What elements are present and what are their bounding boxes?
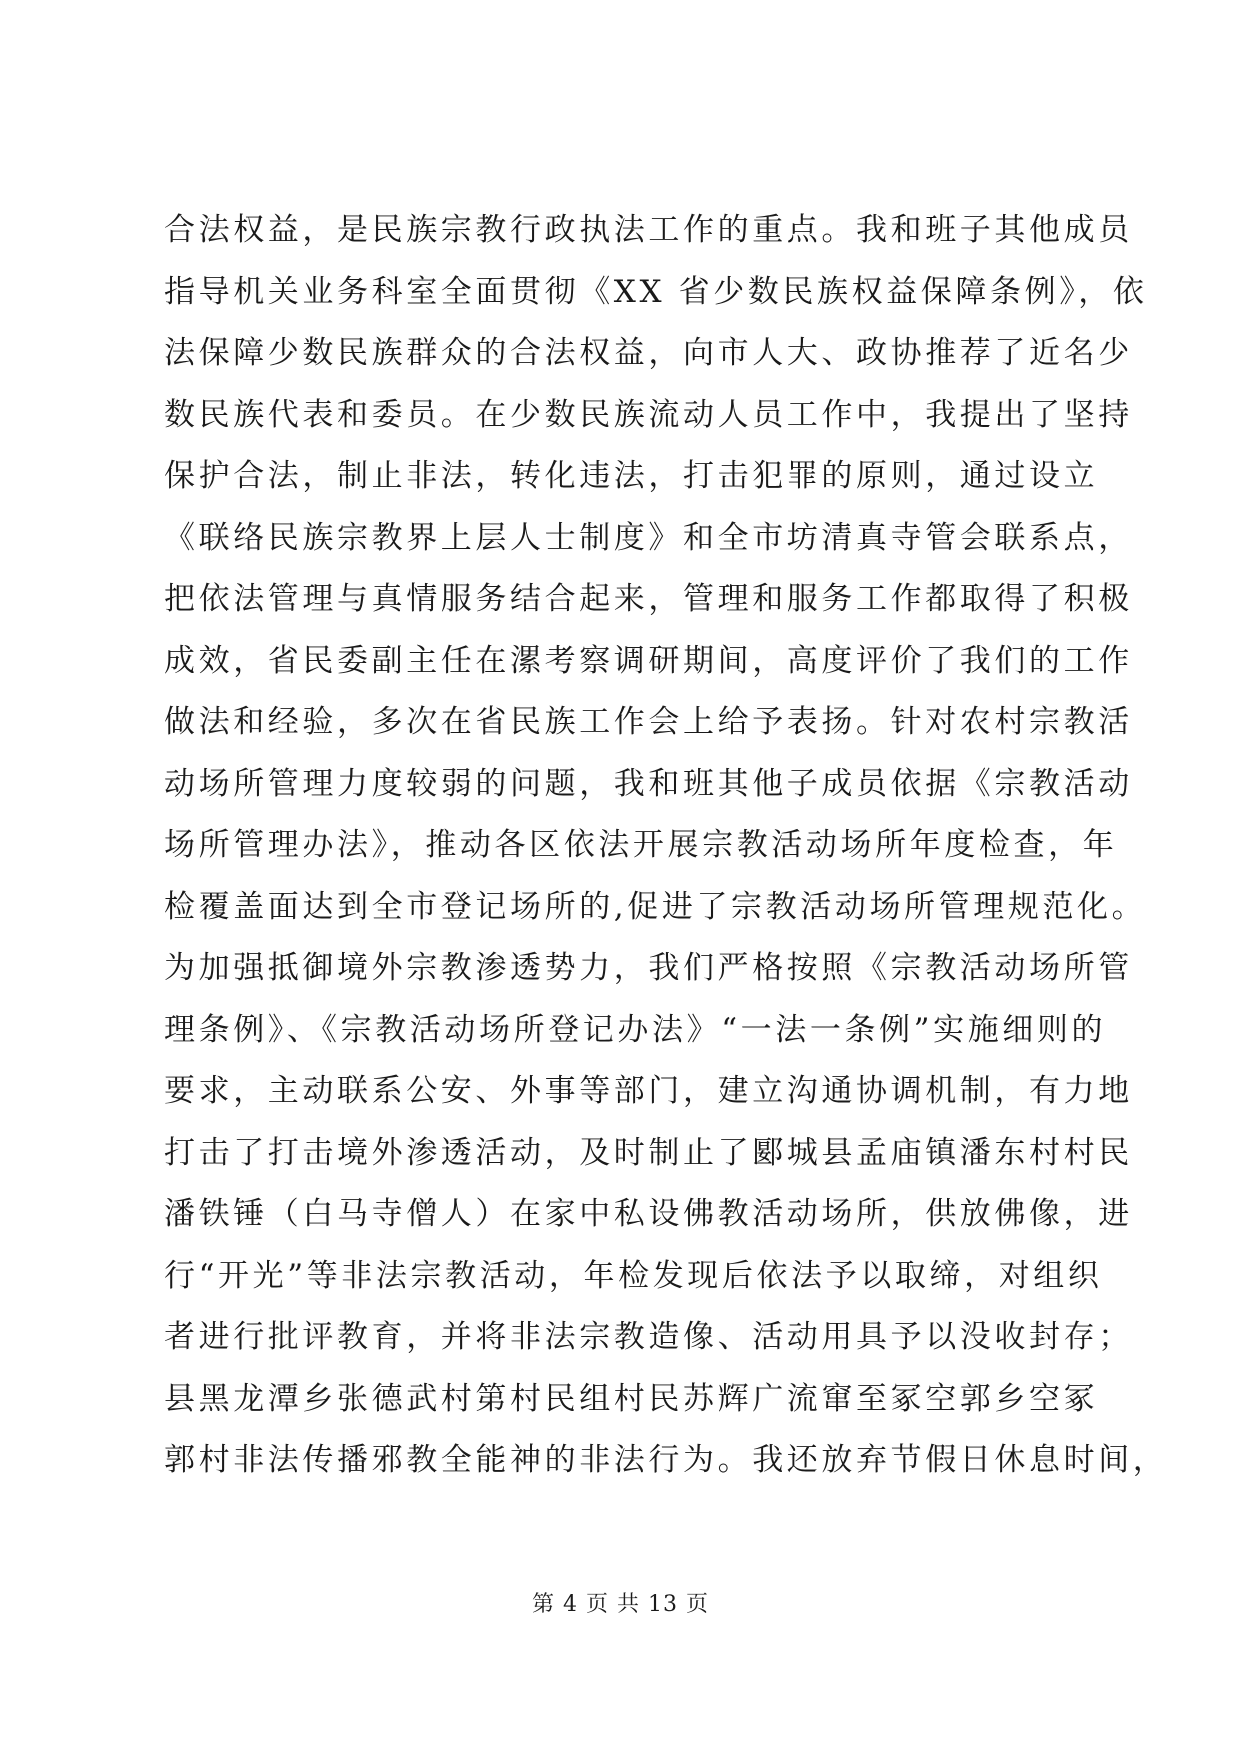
page-number-footer: 第 4 页 共 13 页 (532, 1592, 709, 1617)
text-line: 做法和经验，多次在省民族工作会上给予表扬。针对农村宗教活 (164, 704, 1133, 740)
text-line: 合法权益，是民族宗教行政执法工作的重点。我和班子其他成员 (164, 212, 1133, 248)
text-line: 指导机关业务科室全面贯彻《XX 省少数民族权益保障条例》，依 (164, 273, 1148, 310)
text-line: 者进行批评教育，并将非法宗教造像、活动用具予以没收封存； (164, 1319, 1133, 1355)
text-line: 郭村非法传播邪教全能神的非法行为。我还放弃节假日休息时间， (164, 1442, 1168, 1478)
text-line: 县黑龙潭乡张德武村第村民组村民苏辉广流窜至冢空郭乡空冢 (164, 1380, 1099, 1417)
text-line: 数民族代表和委员。在少数民族流动人员工作中，我提出了坚持 (164, 396, 1133, 433)
text-line: 打击了打击境外渗透活动，及时制止了郾城县孟庙镇潘东村村民 (164, 1134, 1133, 1171)
body-paragraph (164, 200, 1168, 1492)
text-line: 要求，主动联系公安、外事等部门，建立沟通协调机制，有力地 (164, 1073, 1133, 1109)
text-line: 成效，省民委副主任在漯考察调研期间，高度评价了我们的工作 (164, 642, 1133, 679)
text-line: 《联络民族宗教界上层人士制度》和全市坊清真寺管会联系点， (164, 519, 1133, 556)
text-line: 法保障少数民族群众的合法权益，向市人大、政协推荐了近名少 (164, 335, 1133, 371)
text-line: 保护合法，制止非法，转化违法，打击犯罪的原则，通过设立 (164, 458, 1099, 494)
text-line: 为加强抵御境外宗教渗透势力，我们严格按照《宗教活动场所管 (164, 950, 1133, 986)
text-line: 动场所管理力度较弱的问题，我和班其他子成员依据《宗教活动 (164, 765, 1133, 802)
text-line: 潘铁锤（白马寺僧人）在家中私设佛教活动场所，供放佛像，进 (164, 1196, 1133, 1232)
text-line: 检覆盖面达到全市登记场所的,促进了宗教活动场所管理规范化。 (164, 888, 1147, 925)
text-line: 行“开光”等非法宗教活动，年检发现后依法予以取缔，对组织 (164, 1257, 1103, 1294)
text-line: 场所管理办法》，推动各区依法开展宗教活动场所年度检查，年 (164, 827, 1118, 863)
text-line: 把依法管理与真情服务结合起来，管理和服务工作都取得了积极 (164, 581, 1133, 617)
text-line: 理条例》、《宗教活动场所登记办法》“一法一条例”实施细则的 (164, 1011, 1107, 1048)
